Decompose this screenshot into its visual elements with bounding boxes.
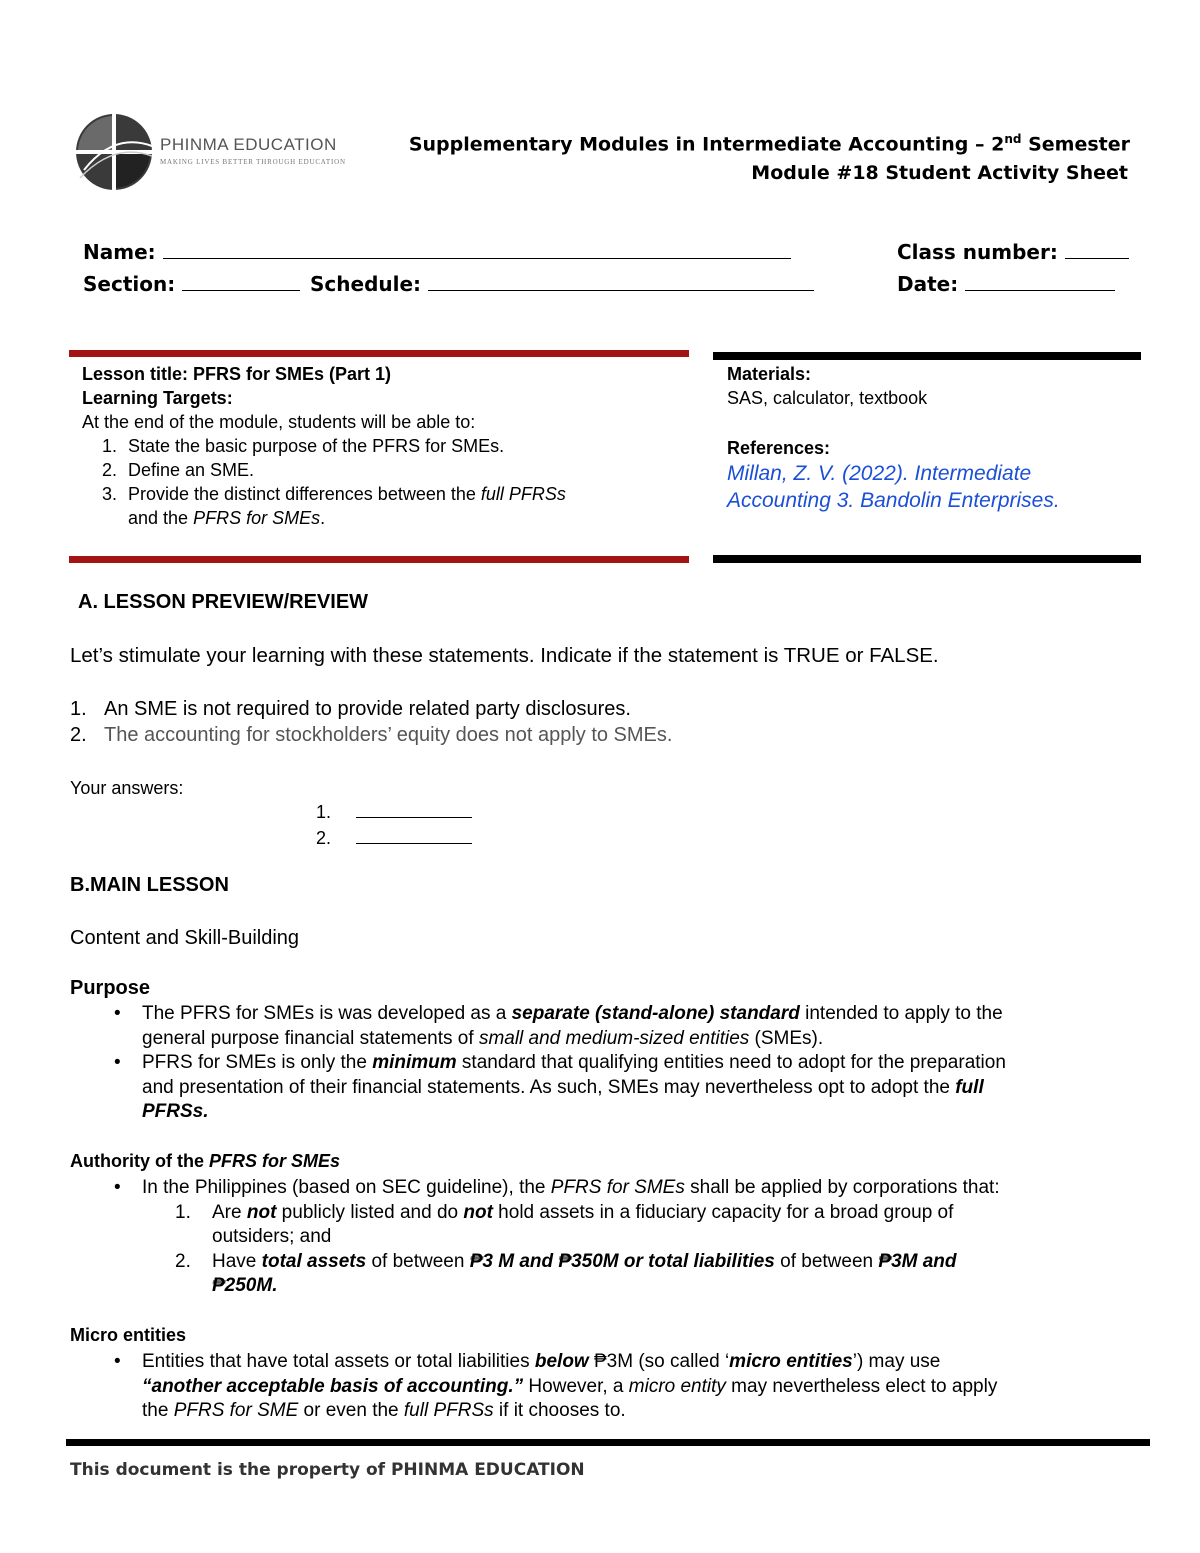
- authority-bullets: [70, 1176, 1150, 1299]
- name-field[interactable]: [83, 240, 791, 264]
- lesson-box: [82, 362, 682, 530]
- micro-bullets: [70, 1350, 1150, 1424]
- micro-entities-title: Micro entities: [70, 1325, 187, 1345]
- class-number-label: Class number:: [897, 240, 1058, 264]
- schedule-blank[interactable]: [428, 272, 814, 291]
- date-field[interactable]: [897, 272, 1115, 296]
- class-number-field[interactable]: [897, 240, 1129, 264]
- answer-1[interactable]: 1.: [316, 799, 472, 825]
- section-field[interactable]: [83, 272, 300, 296]
- list-item: • In the Philippines (based on SEC guideline), the PFRS for SMEs shall be applied by corporations that:: [114, 1177, 1000, 1198]
- purpose-title: Purpose: [70, 977, 151, 999]
- phinma-logo-icon: [74, 112, 154, 192]
- section-a-intro: Let’s stimulate your learning with these statements. Indicate if the statement is TRUE or FALSE.: [70, 644, 939, 667]
- section-blank[interactable]: [182, 272, 300, 291]
- materials-list: SAS, calculator, textbook: [727, 388, 928, 408]
- lesson-box-bottom-rule: [69, 556, 689, 563]
- footer-text: This document is the property of PHINMA EDUCATION: [70, 1460, 585, 1480]
- section-label: Section:: [83, 272, 176, 296]
- materials-box-top-rule: [713, 352, 1141, 360]
- statement-2: 2. The accounting for stockholders’ equity does not apply to SMEs.: [70, 724, 673, 746]
- list-item: 2. Define an SME.: [122, 458, 682, 482]
- list-item: 1. State the basic purpose of the PFRS for SMEs.: [122, 434, 682, 458]
- answers-label: Your answers:: [70, 778, 184, 798]
- list-item: • PFRS for SMEs is only the minimum standard that qualifying entities need to adopt for the preparation and presentation of their financial statements. As such, SMEs may nevertheless opt to adopt the full PFRSs.: [114, 1052, 1006, 1122]
- name-blank[interactable]: [163, 240, 791, 259]
- name-label: Name:: [83, 240, 156, 264]
- class-number-blank[interactable]: [1065, 240, 1129, 259]
- section-b-title: B.MAIN LESSON: [70, 874, 229, 896]
- materials-label: Materials:: [727, 364, 812, 384]
- list-item: 1. Are not publicly listed and do not hold assets in a fiduciary capacity for a broad group of outsiders; and: [175, 1201, 954, 1247]
- reference-link[interactable]: Millan, Z. V. (2022). Intermediate Accounting 3. Bandolin Enterprises.: [727, 462, 1060, 512]
- section-a-title: A. LESSON PREVIEW/REVIEW: [78, 591, 369, 613]
- schedule-field[interactable]: [310, 272, 814, 296]
- list-item: 2. Have total assets of between ₱3 M and ₱350M or total liabilities of between ₱3M and ₱250M.: [175, 1250, 957, 1296]
- list-item: 3. Provide the distinct differences between the full PFRSs and the PFRS for SMEs.: [122, 482, 682, 530]
- date-blank[interactable]: [965, 272, 1115, 291]
- purpose-bullets: [70, 1002, 1150, 1125]
- authority-title: Authority of the PFRS for SMEs: [70, 1151, 341, 1171]
- statement-1: 1. An SME is not required to provide related party disclosures.: [70, 698, 631, 720]
- lesson-title: Lesson title: PFRS for SMEs (Part 1): [82, 364, 392, 384]
- list-item: • The PFRS for SMEs is was developed as a separate (stand-alone) standard intended to apply to the general purpose financial statements of small and medium-sized entities (SMEs).: [114, 1003, 1003, 1049]
- sheet-subtitle: Module #18 Student Activity Sheet: [751, 162, 1128, 184]
- answer-2[interactable]: 2.: [316, 825, 472, 851]
- section-b-subtitle: Content and Skill-Building: [70, 927, 300, 949]
- learning-targets-intro: At the end of the module, students will be able to:: [82, 412, 476, 432]
- learning-targets-label: Learning Targets:: [82, 388, 233, 408]
- answer-2-blank[interactable]: [356, 825, 472, 844]
- sheet-title: Supplementary Modules in Intermediate Accounting – 2nd Semester: [408, 132, 1130, 156]
- materials-box: [727, 362, 1137, 514]
- learning-targets-list: [52, 434, 682, 530]
- list-item: • Entities that have total assets or total liabilities below ₱3M (so called ‘micro entities’) may use “another acceptable basis of accounting.” However, a micro entity may nevertheless elect to apply the PFRS for SME or even the full PFRSs if it chooses to.: [114, 1351, 998, 1421]
- logo-name: PHINMA EDUCATION: [160, 135, 337, 154]
- footer-rule: [66, 1439, 1150, 1446]
- schedule-label: Schedule:: [310, 272, 422, 296]
- logo-tagline: MAKING LIVES BETTER THROUGH EDUCATION: [160, 158, 346, 166]
- date-label: Date:: [897, 272, 959, 296]
- materials-box-bottom-rule: [713, 555, 1141, 563]
- lesson-box-top-rule: [69, 350, 689, 357]
- answer-1-blank[interactable]: [356, 799, 472, 818]
- references-label: References:: [727, 438, 831, 458]
